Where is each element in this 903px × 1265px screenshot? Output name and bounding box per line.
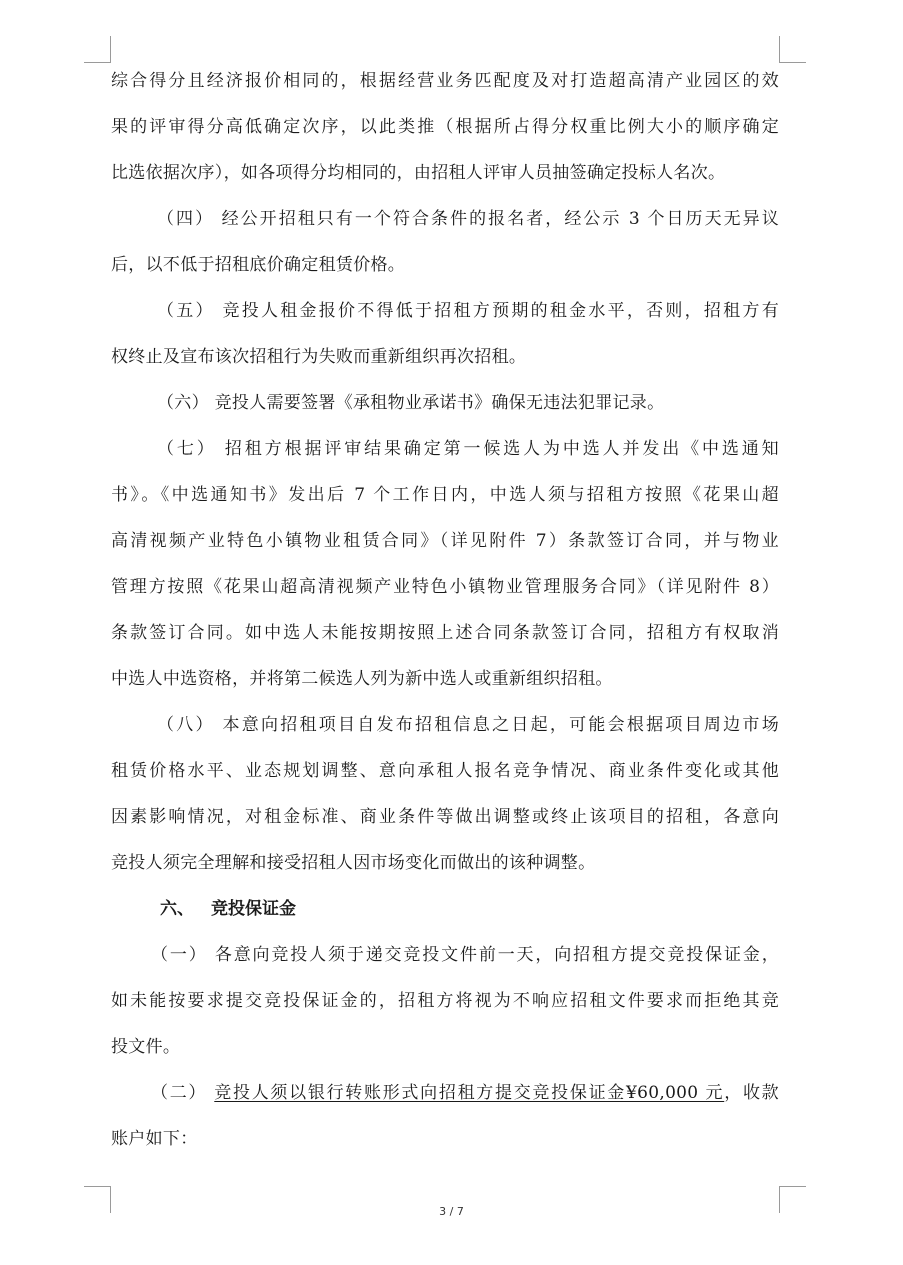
paragraph-label: （二） bbox=[151, 1083, 208, 1103]
text-line: 如未能按要求提交竞投保证金的，招租方将视为不响应招租文件要求而拒绝其竞 bbox=[111, 991, 779, 1011]
text-line: （七） 招租方根据评审结果确定第一候选人为中选人并发出《中选通知 bbox=[157, 439, 779, 459]
section-number: 六、 bbox=[160, 899, 194, 919]
text-line: 租赁价格水平、业态规划调整、意向承租人报名竞争情况、商业条件变化或其他 bbox=[111, 761, 779, 781]
underlined-deposit-text: 竞投人须以银行转账形式向招租方提交竞投保证金¥60,000 元 bbox=[214, 1083, 725, 1103]
text-line: 比选依据次序），如各项得分均相同的，由招租人评审人员抽签确定投标人名次。 bbox=[111, 163, 726, 183]
section-title: 竞投保证金 bbox=[211, 899, 296, 919]
text-line: （一） 各意向竞投人须于递交竞投文件前一天，向招租方提交竞投保证金， bbox=[151, 945, 779, 965]
text-line: 果的评审得分高低确定次序，以此类推（根据所占得分权重比例大小的顺序确定 bbox=[111, 117, 779, 137]
text-line: 权终止及宣布该次招租行为失败而重新组织再次招租。 bbox=[111, 347, 527, 367]
text-line: 书》。《中选通知书》发出后 7 个工作日内，中选人须与招租方按照《花果山超 bbox=[111, 485, 779, 505]
text-line bbox=[111, 1082, 779, 1105]
page-number: 3 / 7 bbox=[439, 1205, 464, 1218]
text-line: 条款签订合同。如中选人未能按期按照上述合同条款签订合同，招租方有权取消 bbox=[111, 623, 779, 643]
text-line: （四） 经公开招租只有一个符合条件的报名者，经公示 3 个日历天无异议 bbox=[157, 209, 779, 229]
text-line: （五） 竞投人租金报价不得低于招租方预期的租金水平，否则，招租方有 bbox=[157, 301, 779, 321]
text-line: 因素影响情况，对租金标准、商业条件等做出调整或终止该项目的招租，各意向 bbox=[111, 807, 779, 827]
text-line: 投文件。 bbox=[111, 1037, 181, 1057]
text-line: 管理方按照《花果山超高清视频产业特色小镇物业管理服务合同》（详见附件 8） bbox=[111, 577, 779, 597]
text-line: 竞投人须完全理解和接受招租人因市场变化而做出的该种调整。 bbox=[111, 853, 596, 873]
text-line: 账户如下： bbox=[111, 1129, 198, 1149]
section-heading bbox=[111, 898, 779, 921]
crop-mark-top-right bbox=[779, 36, 806, 63]
text-line: 高清视频产业特色小镇物业租赁合同》（详见附件 7）条款签订合同，并与物业 bbox=[111, 531, 779, 551]
paragraph-text: ，收款 bbox=[724, 1083, 779, 1103]
text-line: （八） 本意向招租项目自发布招租信息之日起，可能会根据项目周边市场 bbox=[157, 715, 779, 735]
text-line: （六） 竞投人需要签署《承租物业承诺书》确保无违法犯罪记录。 bbox=[157, 393, 665, 413]
text-line: 中选人中选资格，并将第二候选人列为新中选人或重新组织招租。 bbox=[111, 669, 613, 689]
text-line: 综合得分且经济报价相同的，根据经营业务匹配度及对打造超高清产业园区的效 bbox=[111, 71, 779, 91]
document-body bbox=[111, 70, 779, 1174]
crop-mark-top-left bbox=[84, 36, 111, 63]
text-line: 后，以不低于招租底价确定租赁价格。 bbox=[111, 255, 406, 275]
